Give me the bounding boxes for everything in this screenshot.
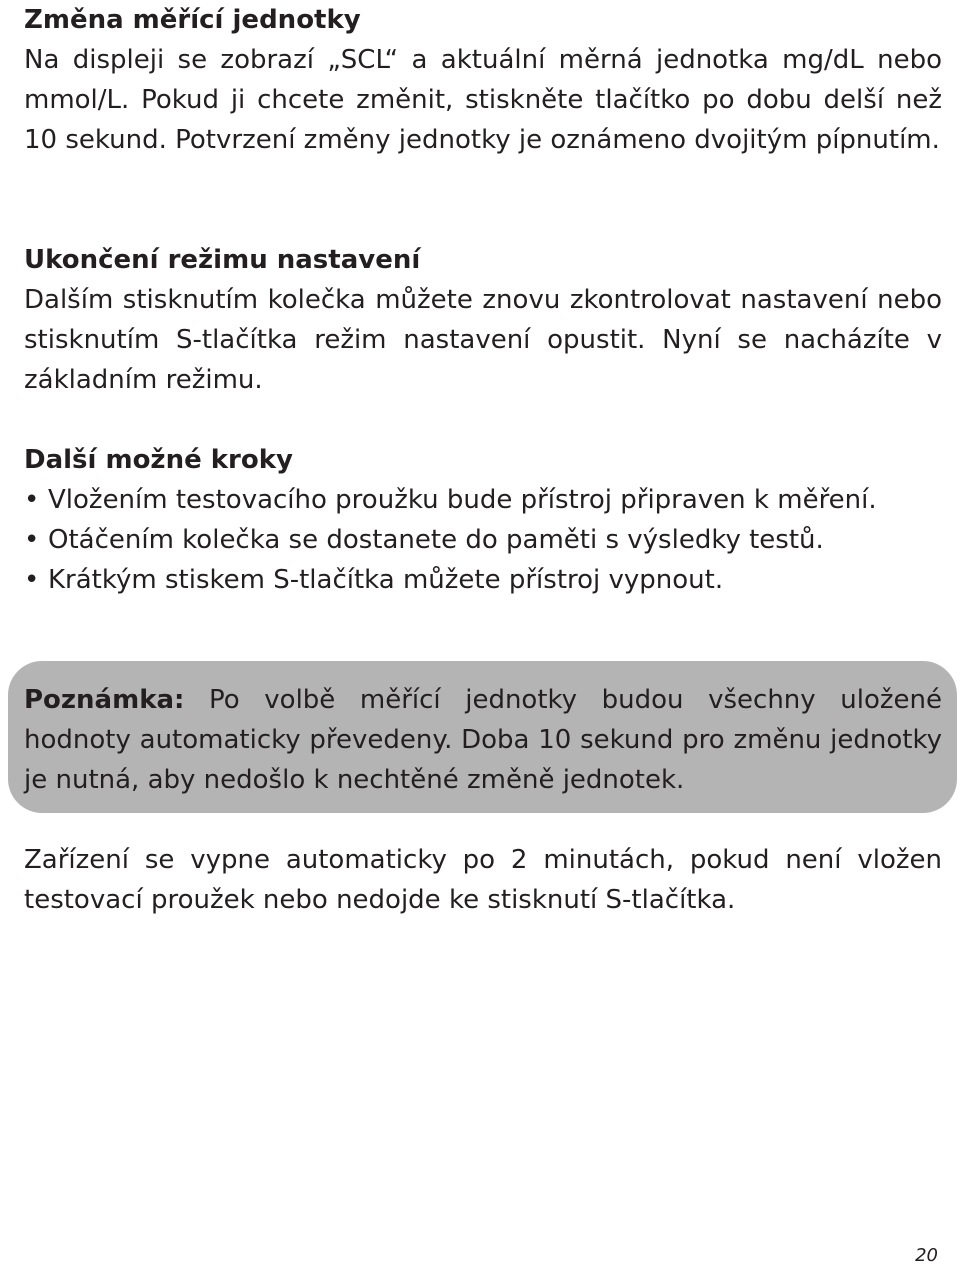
list-item-text: Vložením testovacího proužku bude přístroj připraven k měření. [48, 485, 877, 515]
note-body: Po volbě měřící jednotky budou všechny uložené hodnoty automaticky převedeny. Doba 10 sekund pro změnu jednotky je nutná, aby nedošlo k nechtěné změně jednotek. [24, 685, 942, 795]
section-unit-change [24, 0, 942, 160]
section-heading-unit-change: Změna měřící jednotky [24, 5, 361, 35]
list-item [24, 520, 942, 560]
section-heading-next-steps: Další možné kroky [24, 445, 293, 475]
note-text [24, 680, 942, 800]
list-item [24, 560, 942, 600]
section-text-exit-setup: Dalším stisknutím kolečka můžete znovu zkontrolovat nastavení nebo stisknutím S-tlačítka režim nastavení opustit. Nyní se nacházíte v základním režimu. [24, 285, 942, 395]
section-exit-setup [24, 240, 942, 400]
section-auto-off [24, 840, 942, 920]
next-steps-list [24, 480, 942, 600]
auto-off-text: Zařízení se vypne automaticky po 2 minutách, pokud není vložen testovací proužek nebo nedojde ke stisknutí S-tlačítka. [24, 845, 942, 915]
bullet-icon: • [24, 485, 40, 515]
page-number: 20 [915, 1245, 938, 1266]
list-item [24, 480, 942, 520]
section-next-steps [24, 440, 942, 600]
bullet-icon: • [24, 525, 40, 555]
bullet-icon: • [24, 565, 40, 595]
section-heading-exit-setup: Ukončení režimu nastavení [24, 245, 421, 275]
list-item-text: Otáčením kolečka se dostanete do paměti s výsledky testů. [48, 525, 824, 555]
section-text-unit-change: Na displeji se zobrazí „SCL“ a aktuální měrná jednotka mg/dL nebo mmol/L. Pokud ji chcete změnit, stiskněte tlačítko po dobu delší než 10 sekund. Potvrzení změny jednotky je oznámeno dvojitým pípnutím. [24, 45, 942, 155]
note-label: Poznámka: [24, 685, 185, 715]
list-item-text: Krátkým stiskem S-tlačítka můžete přístroj vypnout. [48, 565, 724, 595]
